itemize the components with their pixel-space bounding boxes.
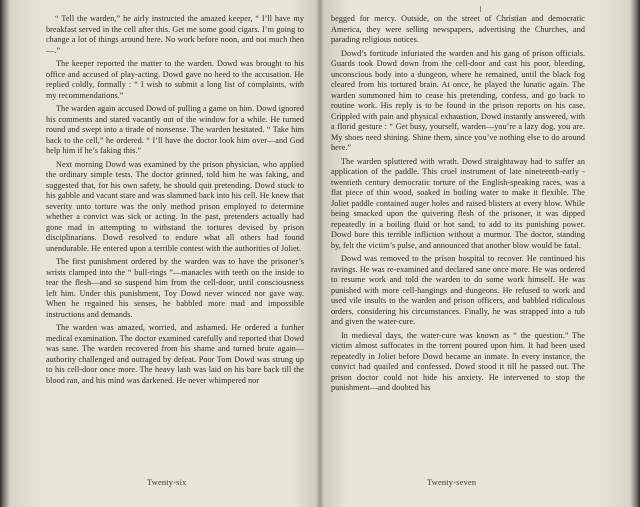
- paragraph: The warden spluttered with wrath. Dowd straightaway had to suffer an application of the paddle. This cruel instrument of late nineteenth-early -twentieth century democratic torture of the English-speaking races, was a flat piece of thin wood, soaked in boiling water to make it flexible. The Joliet paddle contained auger holes and raised blisters at every blow. While being smacked upon the quivering flesh of the prisoner, it was dipped repeatedly in a boiling fluid or hot sand, to add to its punishing power. Dowd bore this terrible infliction without a murmur. The doctor, standing by, felt the victim’s pulse, and announced that another blow would be fatal.: [331, 156, 585, 250]
- page-number-left: Twenty-six: [147, 478, 187, 487]
- paragraph: The warden was amazed, worried, and ashamed. He ordered a further medical examination. The doctor examined carefully and reported that Dowd was sane. The warden recovered from his shame and turned brute again—authority challenged and outraged by defeat. Poor Tom Dowd was strung up to his cell-door once more. The heavy lash was laid on his bare back till the blood ran, and his mind was darkened. He never whimpered nor: [46, 323, 304, 385]
- page-number-right: Twenty-seven: [427, 478, 477, 487]
- paragraph: The warden again accused Dowd of pulling a game on him. Dowd ignored his comments and stared vacantly out of the window for a while. He turned round and swept into a tirade of nonsense. The warden hesitated. “ Take him back to the cell,” he ordered. “ I’ll have the doctor look him over—and God help him if he’s faking this.”: [46, 104, 304, 155]
- page-mark: [480, 6, 481, 12]
- paragraph: Next morning Dowd was examined by the prison physician, who applied the ordinary simple tests. The doctor grinned, told him he was faking, and suggested that, for his own safety, he should quit pretending. Dowd stuck to his gabble and vacant stare and was slammed back into his cell. He knew that severity unto torture was the only method prison employed to determine whether a convict was sick or acting. In the past, pretenders actually had gone mad in attempting to withstand the tortures devised by prison disciplinarians. Dowd resolved to endure what all others had found unendurable. He entered upon a terrible contest with the authorities of Joliet.: [46, 159, 304, 253]
- paragraph: “ Tell the warden,” he airly instructed the amazed keeper, “ I’ll have my breakfast served in the cell after this. Get me some good cigars. I’m going to change a lot of things around here. No work before noon, and not much then—.”: [46, 14, 304, 55]
- paragraph: Dowd was removed to the prison hospital to recover. He continued his ravings. He was re-examined and declared sane once more. He was ordered to resume work and told the warden to do some work himself. He was punished with more cell-hangings and dungeons. He refused to work and used vile insults to the warden and prison officers, and babbled ridiculous orders, considering his circumstances. Finally, he was strapped into a tub and given the water-cure.: [331, 254, 585, 326]
- paragraph: In medieval days, the water-cure was known as “ the question.” The victim almost suffocates in the torrent poured upon him. It had been used repeatedly in Joliet before Dowd became an inmate. In every instance, the convict had quailed and confessed. Dowd stood it till he passed out. The prison doctor could not hide his anxiety. He intervened to stop the punishment—and doubted his: [331, 330, 585, 392]
- right-page: [331, 14, 585, 494]
- paragraph: begged for mercy. Outside, on the street of Christian and democratic America, they were selling newspapers, advertising the Churches, and parading religious notices.: [331, 14, 585, 44]
- left-page: [46, 14, 304, 494]
- paragraph: The first punishment ordered by the warden was to have the prisoner’s wrists clamped into the “ bull-rings ”—manacles with teeth on the inside to tear the flesh—and so suspend him from the cell-door, until consciousness left him. Under this punishment, Toy Dowd never winced nor gave way. When he regained his senses, he babbled more mad and impossible instructions and demands.: [46, 257, 304, 319]
- paragraph: Dowd’s fortitude infuriated the warden and his gang of prison officials. Guards took Dowd down from the cell-door and cast his poor, bleeding, unconscious body into a dungeon, where he remained, until the black fog cleared from his tortured brain. At once, he played the lunatic again. The warden summoned him to cease his pretending, confess, and go back to routine work. His reply is to be found in the prison reports on his case. Crippled with pain and physical exhaustion, Dowd instantly answered, with a florid gesture : “ Get busy, yourself, warden—you’re a lazy dog, you are. My shoes need shining. Shine them, since you’ve nothing else to do around here.”: [331, 48, 585, 152]
- paragraph: The keeper reported the matter to the warden. Dowd was brought to his office and accused of play-acting. Dowd gave no heed to the accusation. He replied coldly, formally : “ I wish to submit a long list of complaints, with my recommendations.”: [46, 59, 304, 100]
